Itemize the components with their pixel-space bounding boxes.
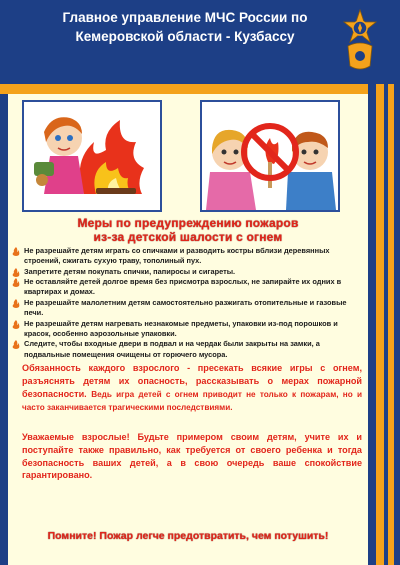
flame-bullet-icon xyxy=(12,247,20,259)
rule-text: Не разрешайте малолетним детям самостоятельно разжигать отопительные и газовые печи. xyxy=(24,297,347,318)
list-item xyxy=(12,267,360,277)
heading-line-2: из-за детской шалости с огнем xyxy=(93,230,283,244)
illustration-child-fire xyxy=(22,100,162,212)
rule-text: Не оставляйте детей долгое время без присмотра взрослых, не запирайте их одних в квартирах и домах. xyxy=(24,277,342,297)
flame-bullet-icon xyxy=(12,278,20,290)
list-item xyxy=(12,319,360,339)
rule-text: Не разрешайте детям играть со спичками и разводить костры вблизи деревянных строений, сжигать сухую траву, тополиный пух. xyxy=(24,246,330,266)
paragraph-2-text: Уважаемые взрослые! Будьте примером своим детям, учите их и поступайте также правильно, как требуется от своего ребенка и тогда безопасность ваших детей, а в свою очередь ваше спокойствие гарантировано. xyxy=(22,432,362,481)
paragraph-be-example xyxy=(22,431,362,482)
illustration-children-no-fire xyxy=(200,100,340,212)
list-item xyxy=(12,339,360,359)
paragraph-adult-duty xyxy=(22,362,362,415)
paragraph-1-part-2: Ведь игра детей с огнем приводит не только к пожарам, но и часто заканчивается трагическими последствиями. xyxy=(22,389,363,413)
title-line-2: Кемеровской области - Кузбассу xyxy=(75,29,295,44)
content-panel xyxy=(8,94,368,565)
flame-bullet-icon xyxy=(12,340,20,352)
rule-text: Не разрешайте детям нагревать незнакомые предметы, упаковки из-под порошков и красок, особенно аэрозольные упаковки. xyxy=(24,318,338,338)
list-item xyxy=(12,246,360,266)
paragraph-1-part-1: Обязанность каждого взрослого - пресекать всякие игры с огнем, разъяснять детям их опасность, рассказывать о мерах пожарной безопасности. xyxy=(22,363,362,399)
rule-text: Запретите детям покупать спички, папиросы и сигареты. xyxy=(24,266,236,276)
list-item xyxy=(12,298,360,318)
flame-bullet-icon xyxy=(12,299,20,311)
page-title xyxy=(30,8,340,46)
heading-line-1: Меры по предупреждению пожаров xyxy=(77,216,299,230)
mchs-emblem-icon xyxy=(340,6,380,76)
right-stripe-navy xyxy=(368,84,376,565)
title-line-1: Главное управление МЧС России по xyxy=(62,10,308,25)
flame-bullet-icon xyxy=(12,320,20,332)
section-heading xyxy=(8,216,368,244)
orange-band xyxy=(0,84,400,94)
footer-slogan: Помните! Пожар легче предотвратить, чем потушить! xyxy=(47,530,329,542)
rules-list xyxy=(12,246,360,360)
right-stripe-navy-3 xyxy=(394,84,400,565)
list-item xyxy=(12,277,360,297)
rule-text: Следите, чтобы входные двери в подвал и на чердак были закрыты на замки, а подвальные помещения очищены от горючего мусора. xyxy=(24,339,320,359)
right-stripe-orange xyxy=(376,84,384,565)
